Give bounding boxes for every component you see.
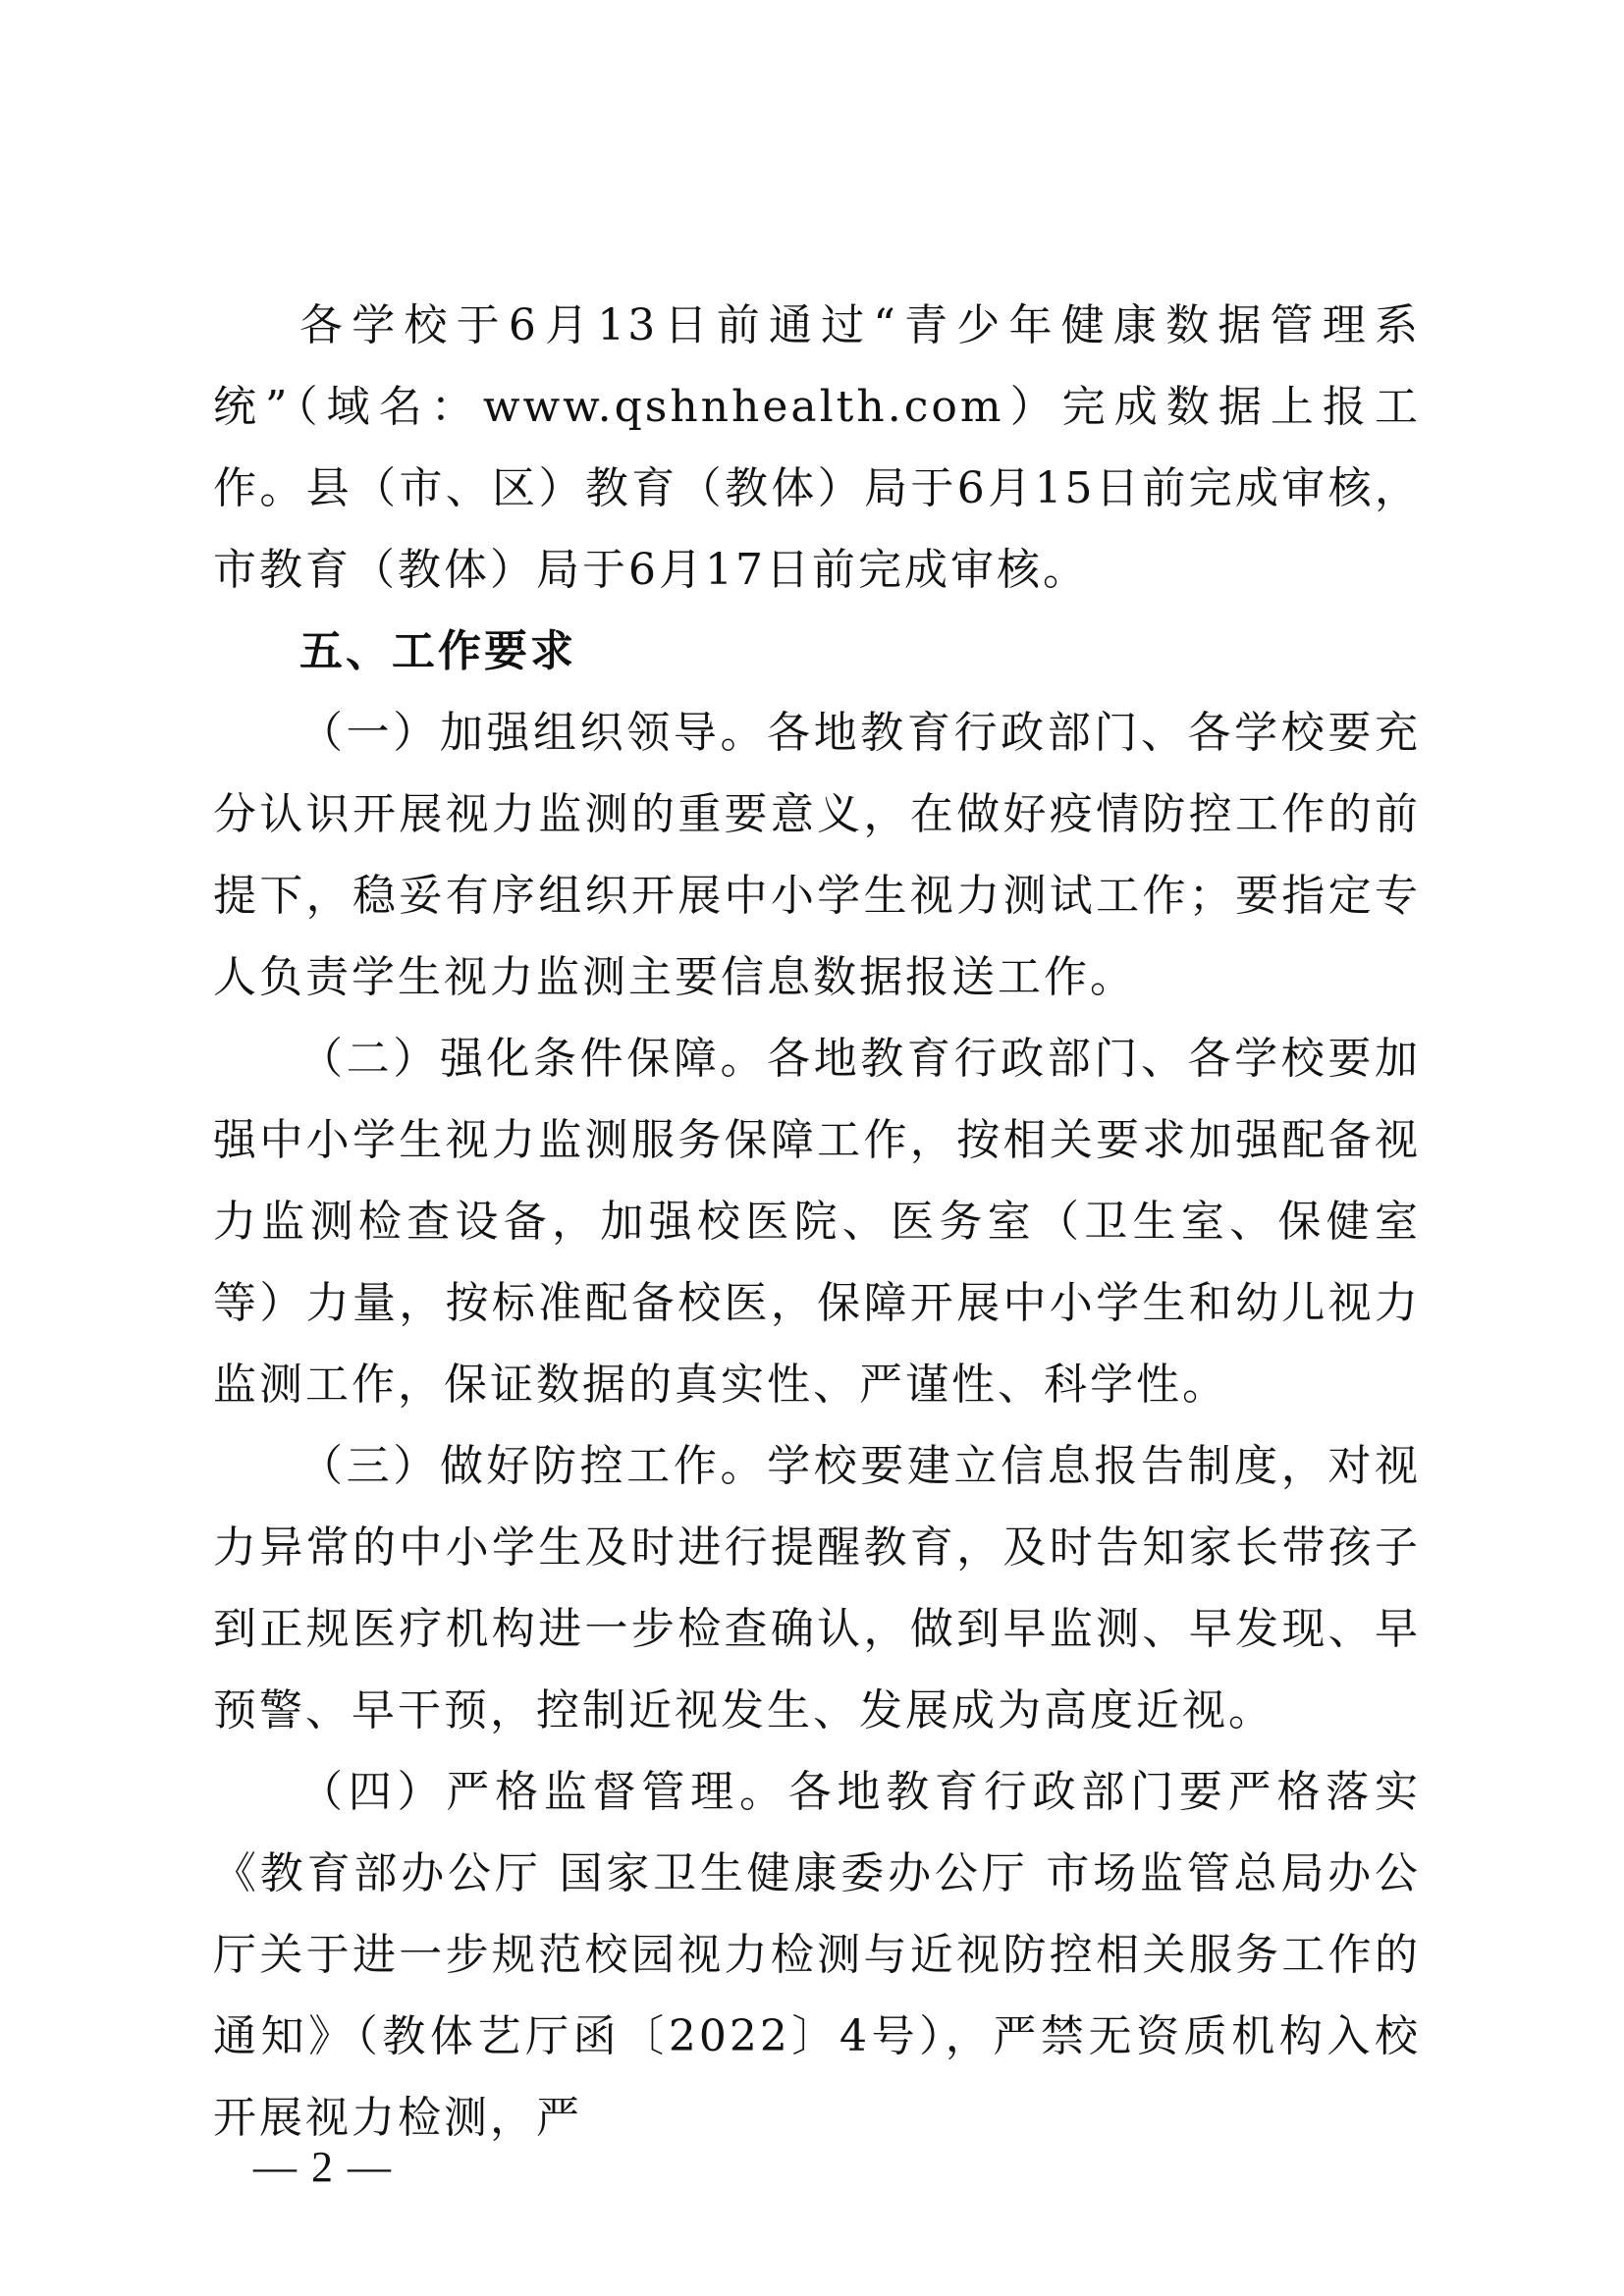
page-number: — 2 — [253, 2143, 393, 2191]
item-supervision-management: （四）严格监督管理。各地教育行政部门要严格落实《教育部办公厅 国家卫生健康委办公厅 市场监管总局办公厅关于进一步规范校园视力检测与近视防控相关服务工作的通知》（教体艺厅函〔2022〕4号），严禁无资质机构入校开展视力检测，严 [213, 1767, 1421, 2143]
item-prevention-control: （三）做好防控工作。学校要建立信息报告制度，对视力异常的中小学生及时进行提醒教育，及时告知家长带孩子到正规医疗机构进一步检查确认，做到早监测、早发现、早预警、早干预，控制近视发生、发展成为高度近视。 [213, 1441, 1421, 1735]
section-heading-work-requirements: 五、工作要求 [299, 626, 576, 676]
document-body [213, 285, 1421, 2159]
paragraph-data-reporting: 各学校于6月13日前通过“青少年健康数据管理系统”（域名：www.qshnhealth.com）完成数据上报工作。县（市、区）教育（教体）局于6月15日前完成审核，市教育（教体）局于6月17日前完成审核。 [213, 300, 1421, 595]
item-strengthen-conditions: （二）强化条件保障。各地教育行政部门、各学校要加强中小学生视力监测服务保障工作，按相关要求加强配备视力监测检查设备，加强校医院、医务室（卫生室、保健室等）力量，按标准配备校医，保障开展中小学生和幼儿视力监测工作，保证数据的真实性、严谨性、科学性。 [213, 1034, 1421, 1410]
item-strengthen-leadership: （一）加强组织领导。各地教育行政部门、各学校要充分认识开展视力监测的重要意义，在做好疫情防控工作的前提下，稳妥有序组织开展中小学生视力测试工作；要指定专人负责学生视力监测主要信息数据报送工作。 [213, 708, 1421, 1002]
